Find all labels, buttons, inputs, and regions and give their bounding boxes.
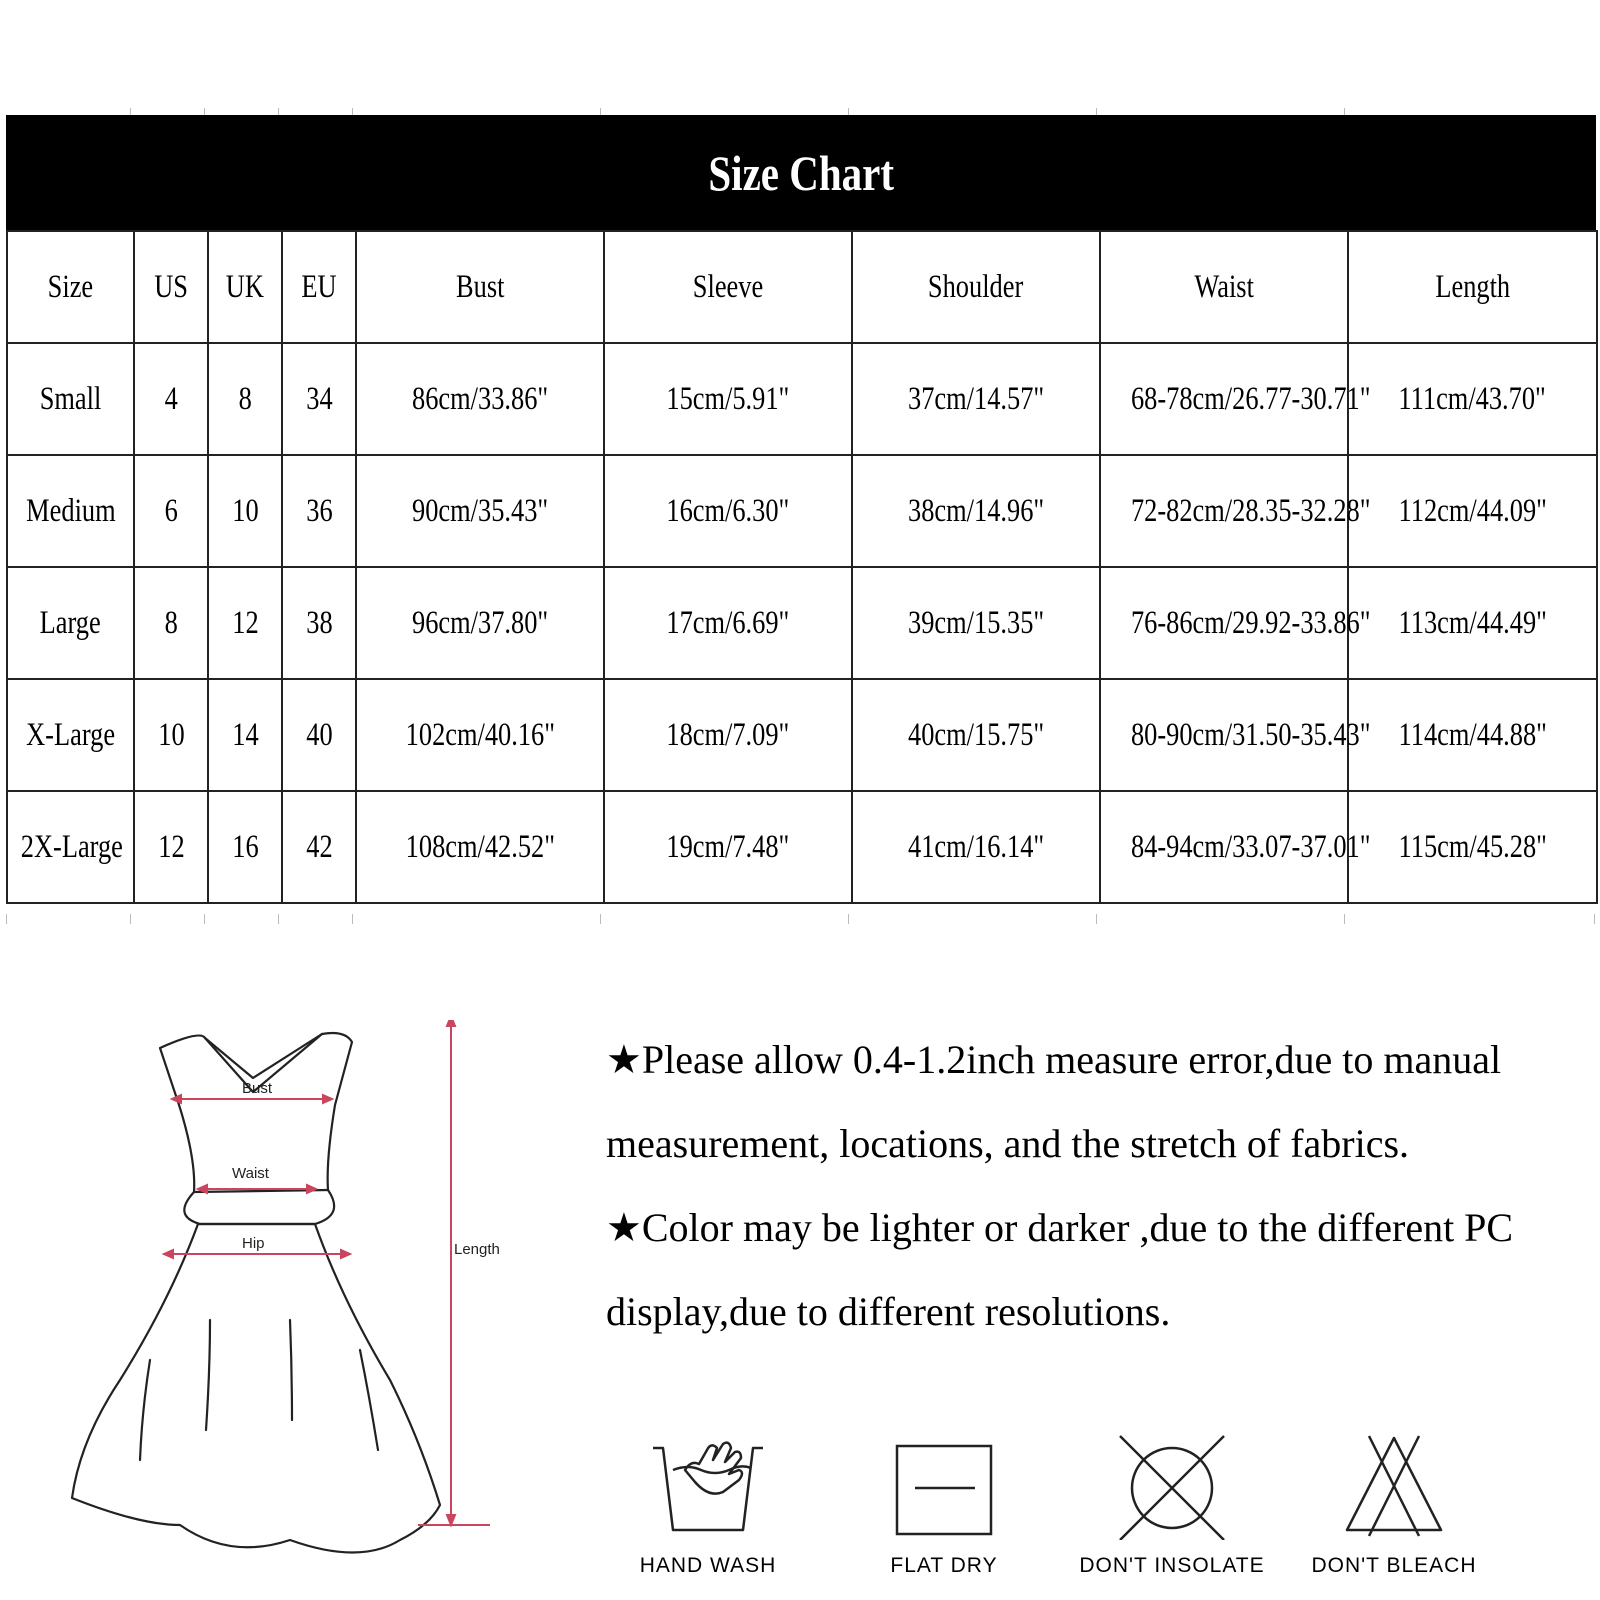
dont-insolate-label: DON'T INSOLATE — [1079, 1554, 1265, 1577]
table-cell: 16 — [208, 791, 282, 903]
table-cell: 86cm/33.86" — [356, 343, 604, 455]
table-cell: Large — [7, 567, 134, 679]
table-cell: 34 — [282, 343, 356, 455]
header-cell: Size — [7, 231, 134, 343]
table-cell: 6 — [134, 455, 208, 567]
size-chart — [6, 115, 1596, 904]
dont-insolate-icon — [1112, 1430, 1232, 1540]
table-cell: 111cm/43.70" — [1348, 343, 1597, 455]
care-dont-insolate — [1072, 1430, 1272, 1578]
table-cell: 38cm/14.96" — [852, 455, 1100, 567]
header-cell: Shoulder — [852, 231, 1100, 343]
table-cell: 90cm/35.43" — [356, 455, 604, 567]
table-cell: 2X-Large — [7, 791, 134, 903]
header-cell: Length — [1348, 231, 1597, 343]
flat-dry-label: FLAT DRY — [890, 1554, 998, 1577]
header-cell: EU — [282, 231, 356, 343]
table-cell: 102cm/40.16" — [356, 679, 604, 791]
table-cell: 4 — [134, 343, 208, 455]
table-cell: 42 — [282, 791, 356, 903]
table-cell: 113cm/44.49" — [1348, 567, 1597, 679]
table-cell: X-Large — [7, 679, 134, 791]
table-cell: 39cm/15.35" — [852, 567, 1100, 679]
table-cell: 19cm/7.48" — [604, 791, 852, 903]
table-cell: 72-82cm/28.35-32.28" — [1100, 455, 1348, 567]
table-cell: 8 — [134, 567, 208, 679]
hand-wash-label: HAND WASH — [639, 1554, 777, 1577]
table-cell: 96cm/37.80" — [356, 567, 604, 679]
table-row — [7, 679, 1597, 791]
table-cell: 36 — [282, 455, 356, 567]
table-cell: 12 — [208, 567, 282, 679]
table-cell: 14 — [208, 679, 282, 791]
table-cell: 18cm/7.09" — [604, 679, 852, 791]
size-chart-title: Size Chart — [708, 144, 894, 201]
table-row — [7, 791, 1597, 903]
table-cell: 10 — [134, 679, 208, 791]
notes — [606, 1018, 1576, 1354]
table-cell: 37cm/14.57" — [852, 343, 1100, 455]
table-cell: Small — [7, 343, 134, 455]
bust-label: Bust — [242, 1080, 273, 1097]
length-label: Length — [454, 1241, 500, 1258]
dont-bleach-label: DON'T BLEACH — [1311, 1554, 1477, 1577]
hand-wash-icon — [643, 1430, 773, 1540]
table-row — [7, 343, 1597, 455]
table-cell: 17cm/6.69" — [604, 567, 852, 679]
header-cell: Bust — [356, 231, 604, 343]
measure-error-note: ★Please allow 0.4-1.2inch measure error,due to manual measurement, locations, and the stretch of fabrics. — [606, 1037, 1502, 1166]
table-cell: 12 — [134, 791, 208, 903]
table-top-ticks — [6, 108, 1596, 115]
dress-illustration — [60, 1020, 580, 1580]
size-chart-title-bar — [6, 115, 1596, 230]
flat-dry-icon — [889, 1430, 999, 1540]
table-cell: 112cm/44.09" — [1348, 455, 1597, 567]
dress-diagram — [60, 1020, 580, 1580]
header-cell: US — [134, 231, 208, 343]
table-cell: Medium — [7, 455, 134, 567]
table-cell: 68-78cm/26.77-30.71" — [1100, 343, 1348, 455]
care-hand-wash — [608, 1430, 808, 1578]
table-cell: 40 — [282, 679, 356, 791]
table-header-row — [7, 231, 1597, 343]
table-cell: 8 — [208, 343, 282, 455]
table-cell: 114cm/44.88" — [1348, 679, 1597, 791]
table-row — [7, 567, 1597, 679]
header-cell: Waist — [1100, 231, 1348, 343]
table-cell: 108cm/42.52" — [356, 791, 604, 903]
table-row — [7, 455, 1597, 567]
table-cell: 115cm/45.28" — [1348, 791, 1597, 903]
color-note: ★Color may be lighter or darker ,due to the different PC display,due to different resolutions. — [606, 1205, 1514, 1334]
table-cell: 76-86cm/29.92-33.86" — [1100, 567, 1348, 679]
table-cell: 38 — [282, 567, 356, 679]
hip-label: Hip — [242, 1235, 265, 1252]
size-table — [6, 230, 1598, 904]
dont-bleach-icon — [1339, 1430, 1449, 1540]
table-cell: 40cm/15.75" — [852, 679, 1100, 791]
table-bottom-ticks — [6, 914, 1596, 924]
header-cell: Sleeve — [604, 231, 852, 343]
care-dont-bleach — [1294, 1430, 1494, 1578]
table-cell: 41cm/16.14" — [852, 791, 1100, 903]
table-cell: 15cm/5.91" — [604, 343, 852, 455]
header-cell: UK — [208, 231, 282, 343]
table-cell: 84-94cm/33.07-37.01" — [1100, 791, 1348, 903]
table-cell: 16cm/6.30" — [604, 455, 852, 567]
table-cell: 80-90cm/31.50-35.43" — [1100, 679, 1348, 791]
waist-label: Waist — [232, 1165, 269, 1182]
table-cell: 10 — [208, 455, 282, 567]
care-flat-dry — [844, 1430, 1044, 1578]
